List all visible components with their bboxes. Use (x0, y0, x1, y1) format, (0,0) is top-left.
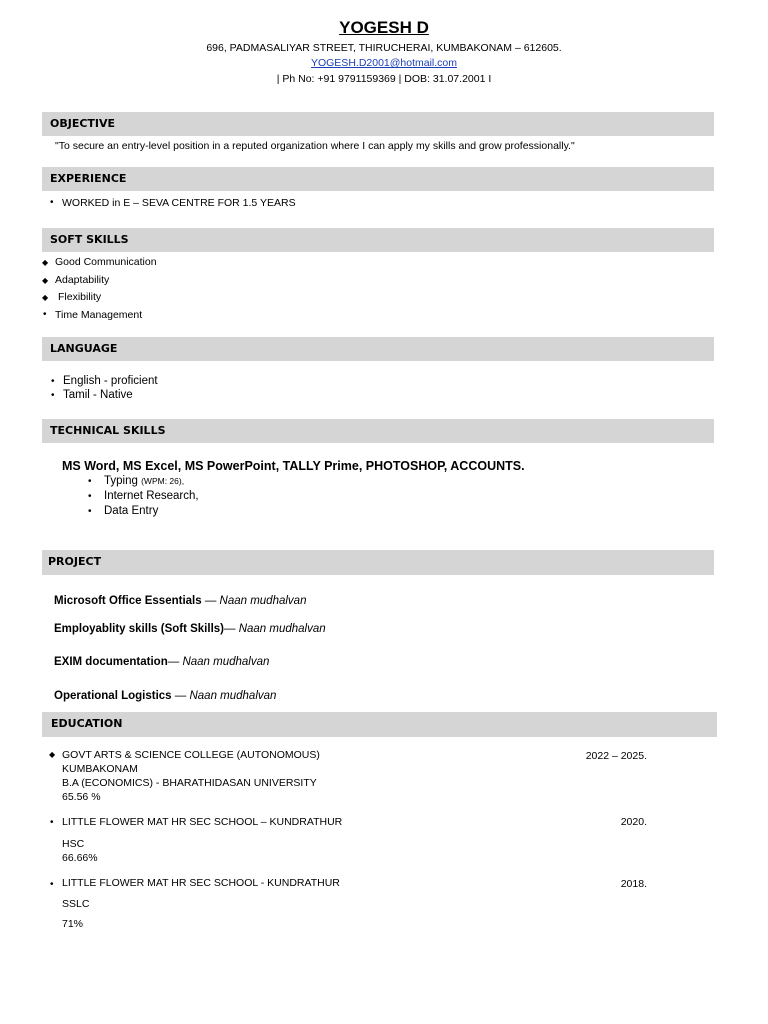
diamond-bullet-icon: ◆ (42, 293, 49, 302)
diamond-bullet-icon: ◆ (49, 750, 56, 759)
education-score: 66.66% (62, 852, 98, 864)
bullet-icon: • (50, 817, 54, 828)
bullet-icon: • (88, 491, 92, 502)
education-detail: KUMBAKONAM (62, 763, 138, 775)
email-link[interactable]: YOGESH.D2001@hotmail.com (310, 57, 458, 69)
education-detail: SSLC (62, 898, 90, 910)
candidate-name: YOGESH D (339, 18, 429, 37)
soft-skill-item: Time Management (55, 309, 143, 321)
bullet-icon: • (50, 879, 54, 890)
soft-skill-item: Flexibility (58, 291, 102, 303)
project-item: Employablity skills (Soft Skills)— Naan mudhalvan (54, 623, 326, 635)
soft-skill-item: Adaptability (55, 274, 110, 286)
education-detail: HSC (62, 838, 85, 850)
language-item: Tamil - Native (63, 389, 133, 401)
section-header-experience (42, 167, 714, 191)
technical-skills-main: MS Word, MS Excel, MS PowerPoint, TALLY Prime, PHOTOSHOP, ACCOUNTS. (62, 459, 525, 473)
soft-skill-item: Good Communication (55, 256, 157, 268)
section-header-technical-skills (42, 419, 714, 443)
bullet-icon: • (51, 376, 55, 387)
technical-skill-item: Data Entry (104, 505, 159, 517)
bullet-icon: • (88, 476, 92, 487)
education-year: 2018. (620, 878, 647, 890)
education-degree: B.A (ECONOMICS) - BHARATHIDASAN UNIVERSITY (62, 777, 317, 789)
section-title: EDUCATION (51, 717, 123, 730)
section-header-project (42, 550, 714, 575)
technical-skill-item: Internet Research, (104, 490, 199, 502)
bullet-icon: • (43, 309, 47, 320)
diamond-bullet-icon: ◆ (42, 276, 49, 285)
address: 696, PADMASALIYAR STREET, THIRUCHERAI, KUMBAKONAM – 612605. (206, 42, 562, 54)
section-header-education (42, 712, 717, 737)
section-title: TECHNICAL SKILLS (50, 424, 166, 437)
section-title: PROJECT (48, 555, 102, 568)
section-title: OBJECTIVE (50, 117, 116, 130)
diamond-bullet-icon: ◆ (42, 258, 49, 267)
section-title: LANGUAGE (50, 342, 118, 355)
project-item: Microsoft Office Essentials — Naan mudhalvan (54, 595, 307, 607)
section-title: SOFT SKILLS (50, 233, 129, 246)
section-header-soft-skills (42, 228, 714, 252)
education-year: 2020. (620, 816, 647, 828)
email-line (0, 57, 768, 69)
project-item: EXIM documentation— Naan mudhalvan (54, 656, 270, 668)
education-year: 2022 – 2025. (585, 750, 647, 762)
typing-note: (WPM: 26), (141, 476, 185, 486)
language-item: English - proficient (63, 375, 158, 387)
section-title: EXPERIENCE (50, 172, 127, 185)
contact-line: | Ph No: +91 9791159369 | DOB: 31.07.2001 I (276, 73, 492, 85)
experience-item: WORKED in E – SEVA CENTRE FOR 1.5 YEARS (62, 197, 296, 209)
project-item: Operational Logistics — Naan mudhalvan (54, 690, 277, 702)
education-school: LITTLE FLOWER MAT HR SEC SCHOOL - KUNDRATHUR (62, 877, 340, 889)
bullet-icon: • (88, 506, 92, 517)
section-header-objective (42, 112, 714, 136)
education-score: 65.56 % (62, 791, 101, 803)
bullet-icon: • (51, 390, 55, 401)
section-header-language (42, 337, 714, 361)
education-score: 71% (62, 918, 84, 930)
bullet-icon: • (50, 197, 54, 208)
education-school: GOVT ARTS & SCIENCE COLLEGE (AUTONOMOUS) (62, 749, 320, 761)
education-school: LITTLE FLOWER MAT HR SEC SCHOOL – KUNDRATHUR (62, 816, 343, 828)
technical-skill-item: Typing (WPM: 26), (104, 475, 185, 487)
objective-text: "To secure an entry-level position in a reputed organization where I can apply my skills and grow professionally." (55, 140, 575, 152)
